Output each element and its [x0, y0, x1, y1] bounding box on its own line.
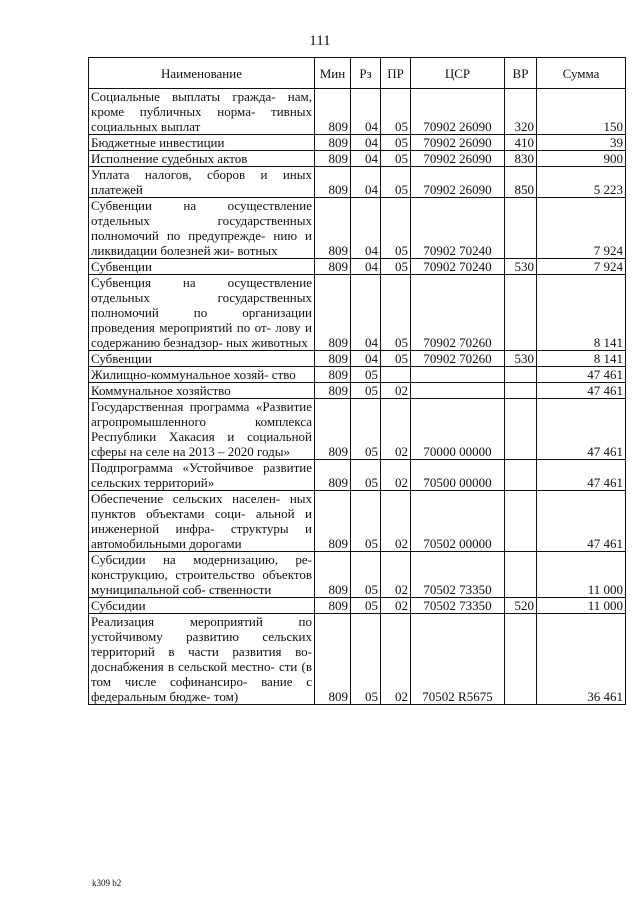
cell-name-line: «Развитие агропромышленного: [91, 399, 312, 429]
cell-vr: 520: [505, 598, 537, 614]
cell-name-line: Исполнение судебных актов: [91, 151, 248, 166]
cell-name: [89, 351, 315, 367]
cell-min: 809: [315, 259, 351, 275]
cell-name-line: ство: [271, 367, 296, 382]
column-header-rz: Рз: [351, 58, 381, 89]
cell-vr: [505, 460, 537, 491]
table-row: [89, 598, 626, 614]
cell-name-line: развитие сельских территорий»: [91, 460, 312, 490]
cell-csr: 70902 70240: [411, 259, 505, 275]
cell-sum: 47 461: [537, 367, 626, 383]
cell-csr: 70000 00000: [411, 399, 505, 460]
cell-name-line: Коммунальное хозяйство: [91, 383, 231, 398]
table-row: [89, 198, 626, 259]
cell-name-line: Обеспечение сельских населен-: [91, 491, 281, 506]
cell-vr: [505, 552, 537, 598]
cell-pr: 05: [381, 167, 411, 198]
cell-vr: [505, 383, 537, 399]
cell-sum: 8 141: [537, 275, 626, 351]
cell-name-line: и социальной сферы на селе на: [91, 429, 312, 459]
cell-vr: 830: [505, 151, 537, 167]
cell-csr: 70902 70260: [411, 275, 505, 351]
cell-sum: 11 000: [537, 598, 626, 614]
cell-name-line: Субвенции на осуществление: [91, 198, 312, 213]
cell-csr: 70502 00000: [411, 491, 505, 552]
page-number: 111: [309, 33, 331, 49]
footer-code: k309 b2: [92, 878, 122, 888]
cell-name-line: ных животных: [226, 335, 308, 350]
cell-name-line: альной и инженерной инфра-: [91, 506, 312, 536]
cell-name-line: ственности: [208, 582, 272, 597]
column-header-vr: ВР: [505, 58, 537, 89]
table-row: [89, 89, 626, 135]
cell-name-line: Субвенции: [91, 351, 152, 366]
cell-name-line: Социальные выплаты гражда-: [91, 89, 276, 104]
cell-name: [89, 383, 315, 399]
cell-csr: 70500 00000: [411, 460, 505, 491]
cell-pr: 02: [381, 598, 411, 614]
table-row: [89, 275, 626, 351]
cell-rz: 04: [351, 167, 381, 198]
cell-sum: 5 223: [537, 167, 626, 198]
cell-csr: 70902 26090: [411, 89, 505, 135]
cell-sum: 47 461: [537, 383, 626, 399]
cell-sum: 8 141: [537, 351, 626, 367]
cell-pr: 02: [381, 491, 411, 552]
cell-name-line: полномочий по предупрежде-: [91, 228, 266, 243]
cell-min: 809: [315, 399, 351, 460]
cell-vr: 530: [505, 351, 537, 367]
cell-csr: 70902 26090: [411, 151, 505, 167]
cell-min: 809: [315, 135, 351, 151]
cell-sum: 11 000: [537, 552, 626, 598]
cell-pr: 05: [381, 259, 411, 275]
cell-min: 809: [315, 275, 351, 351]
cell-csr: 70502 73350: [411, 598, 505, 614]
cell-name: [89, 367, 315, 383]
cell-name-line: тивных социальных выплат: [91, 104, 313, 134]
cell-name-line: устойчивому развитию сельских: [91, 629, 312, 644]
table-row: [89, 367, 626, 383]
cell-min: 809: [315, 351, 351, 367]
cell-name-line: Уплата налогов, сборов и иных: [91, 167, 312, 182]
cell-csr: 70902 26090: [411, 135, 505, 151]
cell-vr: [505, 367, 537, 383]
cell-name-line: Государственная программа: [91, 399, 250, 414]
cell-vr: [505, 399, 537, 460]
cell-rz: 04: [351, 198, 381, 259]
cell-name-line: Субвенция на осуществление: [91, 275, 312, 290]
cell-pr: 05: [381, 89, 411, 135]
cell-name-line: сти (в том числе софинансиро-: [91, 659, 312, 689]
cell-rz: 05: [351, 460, 381, 491]
column-header-pr: ПР: [381, 58, 411, 89]
cell-name-line: Бюджетные инвестиции: [91, 135, 225, 150]
cell-vr: 410: [505, 135, 537, 151]
cell-name-line: комплекса Республики Хакасия: [91, 414, 312, 444]
cell-name-line: Жилищно-коммунальное хозяй-: [91, 367, 269, 382]
cell-rz: 04: [351, 259, 381, 275]
cell-name: [89, 135, 315, 151]
cell-name-line: отдельных государственных: [91, 290, 312, 305]
cell-rz: 05: [351, 367, 381, 383]
cell-name-line: территорий в части развития во-: [91, 644, 312, 659]
cell-name-line: нам, кроме публичных норма-: [91, 89, 312, 119]
cell-name-line: Субсидии: [91, 598, 146, 613]
cell-pr: 05: [381, 135, 411, 151]
cell-min: 809: [315, 460, 351, 491]
cell-min: 809: [315, 367, 351, 383]
cell-min: 809: [315, 151, 351, 167]
cell-vr: [505, 275, 537, 351]
cell-csr: 70502 73350: [411, 552, 505, 598]
cell-vr: [505, 198, 537, 259]
cell-sum: 47 461: [537, 399, 626, 460]
cell-sum: 150: [537, 89, 626, 135]
cell-name-line: нию и ликвидации болезней жи-: [91, 228, 312, 258]
cell-rz: 04: [351, 275, 381, 351]
cell-name: [89, 275, 315, 351]
cell-pr: 05: [381, 151, 411, 167]
cell-name-line: Подпрограмма «Устойчивое: [91, 460, 254, 475]
cell-name-line: дорогами: [189, 536, 242, 551]
cell-rz: 04: [351, 89, 381, 135]
cell-sum: 900: [537, 151, 626, 167]
cell-name-line: ных пунктов объектами соци-: [91, 491, 313, 521]
cell-name-line: Реализация мероприятий по: [91, 614, 312, 629]
cell-sum: 39: [537, 135, 626, 151]
cell-vr: 850: [505, 167, 537, 198]
table-row: [89, 399, 626, 460]
cell-rz: 05: [351, 614, 381, 705]
table-row: [89, 259, 626, 275]
cell-name: [89, 614, 315, 705]
cell-pr: 02: [381, 552, 411, 598]
cell-sum: 7 924: [537, 259, 626, 275]
cell-min: 809: [315, 383, 351, 399]
cell-rz: 04: [351, 151, 381, 167]
cell-pr: 02: [381, 614, 411, 705]
cell-pr: 02: [381, 399, 411, 460]
table-row: [89, 383, 626, 399]
table-row: [89, 135, 626, 151]
cell-pr: 05: [381, 351, 411, 367]
cell-name: [89, 460, 315, 491]
table-row: [89, 167, 626, 198]
cell-rz: 05: [351, 491, 381, 552]
cell-csr: 70502 R5675: [411, 614, 505, 705]
cell-name: [89, 399, 315, 460]
cell-name-line: вание с федеральным бюдже-: [91, 674, 313, 704]
cell-rz: 05: [351, 383, 381, 399]
table-header-row: [89, 58, 626, 89]
cell-name-line: том): [213, 689, 239, 704]
cell-vr: [505, 491, 537, 552]
cell-name-line: доснабжения в сельской местно-: [91, 659, 275, 674]
cell-name-line: объектов муниципальной соб-: [91, 567, 312, 597]
cell-pr: [381, 367, 411, 383]
table-row: [89, 491, 626, 552]
cell-name-line: Субвенции: [91, 259, 152, 274]
column-header-min: Мин: [315, 58, 351, 89]
cell-csr: [411, 367, 505, 383]
cell-csr: [411, 383, 505, 399]
cell-csr: 70902 70240: [411, 198, 505, 259]
cell-min: 809: [315, 552, 351, 598]
cell-name: [89, 151, 315, 167]
cell-min: 809: [315, 198, 351, 259]
column-header-sum: Сумма: [537, 58, 626, 89]
cell-csr: 70902 70260: [411, 351, 505, 367]
cell-name-line: вотных: [237, 243, 278, 258]
cell-pr: 05: [381, 198, 411, 259]
cell-rz: 05: [351, 598, 381, 614]
cell-rz: 04: [351, 135, 381, 151]
cell-name-line: 2013 – 2020 годы»: [188, 444, 291, 459]
table-row: [89, 151, 626, 167]
cell-pr: 02: [381, 383, 411, 399]
column-header-csr: ЦСР: [411, 58, 505, 89]
cell-pr: 02: [381, 460, 411, 491]
cell-name-line: конструкцию, строительство: [91, 567, 255, 582]
table-row: [89, 351, 626, 367]
column-header-name: Наименование: [89, 58, 315, 89]
budget-table: [88, 57, 626, 705]
cell-sum: 47 461: [537, 460, 626, 491]
cell-name-line: структуры и автомобильными: [91, 521, 312, 551]
table-row: [89, 614, 626, 705]
cell-name: [89, 89, 315, 135]
cell-name: [89, 491, 315, 552]
cell-min: 809: [315, 89, 351, 135]
cell-name-line: лову и содержанию безнадзор-: [91, 320, 312, 350]
cell-name-line: проведения мероприятий по от-: [91, 320, 271, 335]
cell-sum: 36 461: [537, 614, 626, 705]
cell-vr: 320: [505, 89, 537, 135]
cell-rz: 05: [351, 399, 381, 460]
cell-name-line: отдельных государственных: [91, 213, 312, 228]
cell-vr: [505, 614, 537, 705]
cell-min: 809: [315, 491, 351, 552]
cell-name-line: Субсидии на модернизацию, ре-: [91, 552, 312, 567]
cell-name: [89, 598, 315, 614]
table-row: [89, 460, 626, 491]
cell-name: [89, 552, 315, 598]
cell-rz: 04: [351, 351, 381, 367]
cell-sum: 7 924: [537, 198, 626, 259]
cell-name: [89, 259, 315, 275]
cell-name-line: полномочий по организации: [91, 305, 312, 320]
cell-min: 809: [315, 614, 351, 705]
table-row: [89, 552, 626, 598]
cell-pr: 05: [381, 275, 411, 351]
table-body: [89, 89, 626, 705]
cell-rz: 05: [351, 552, 381, 598]
cell-name: [89, 167, 315, 198]
cell-min: 809: [315, 167, 351, 198]
cell-name-line: платежей: [91, 182, 143, 197]
cell-csr: 70902 26090: [411, 167, 505, 198]
cell-name: [89, 198, 315, 259]
cell-sum: 47 461: [537, 491, 626, 552]
cell-min: 809: [315, 598, 351, 614]
cell-vr: 530: [505, 259, 537, 275]
